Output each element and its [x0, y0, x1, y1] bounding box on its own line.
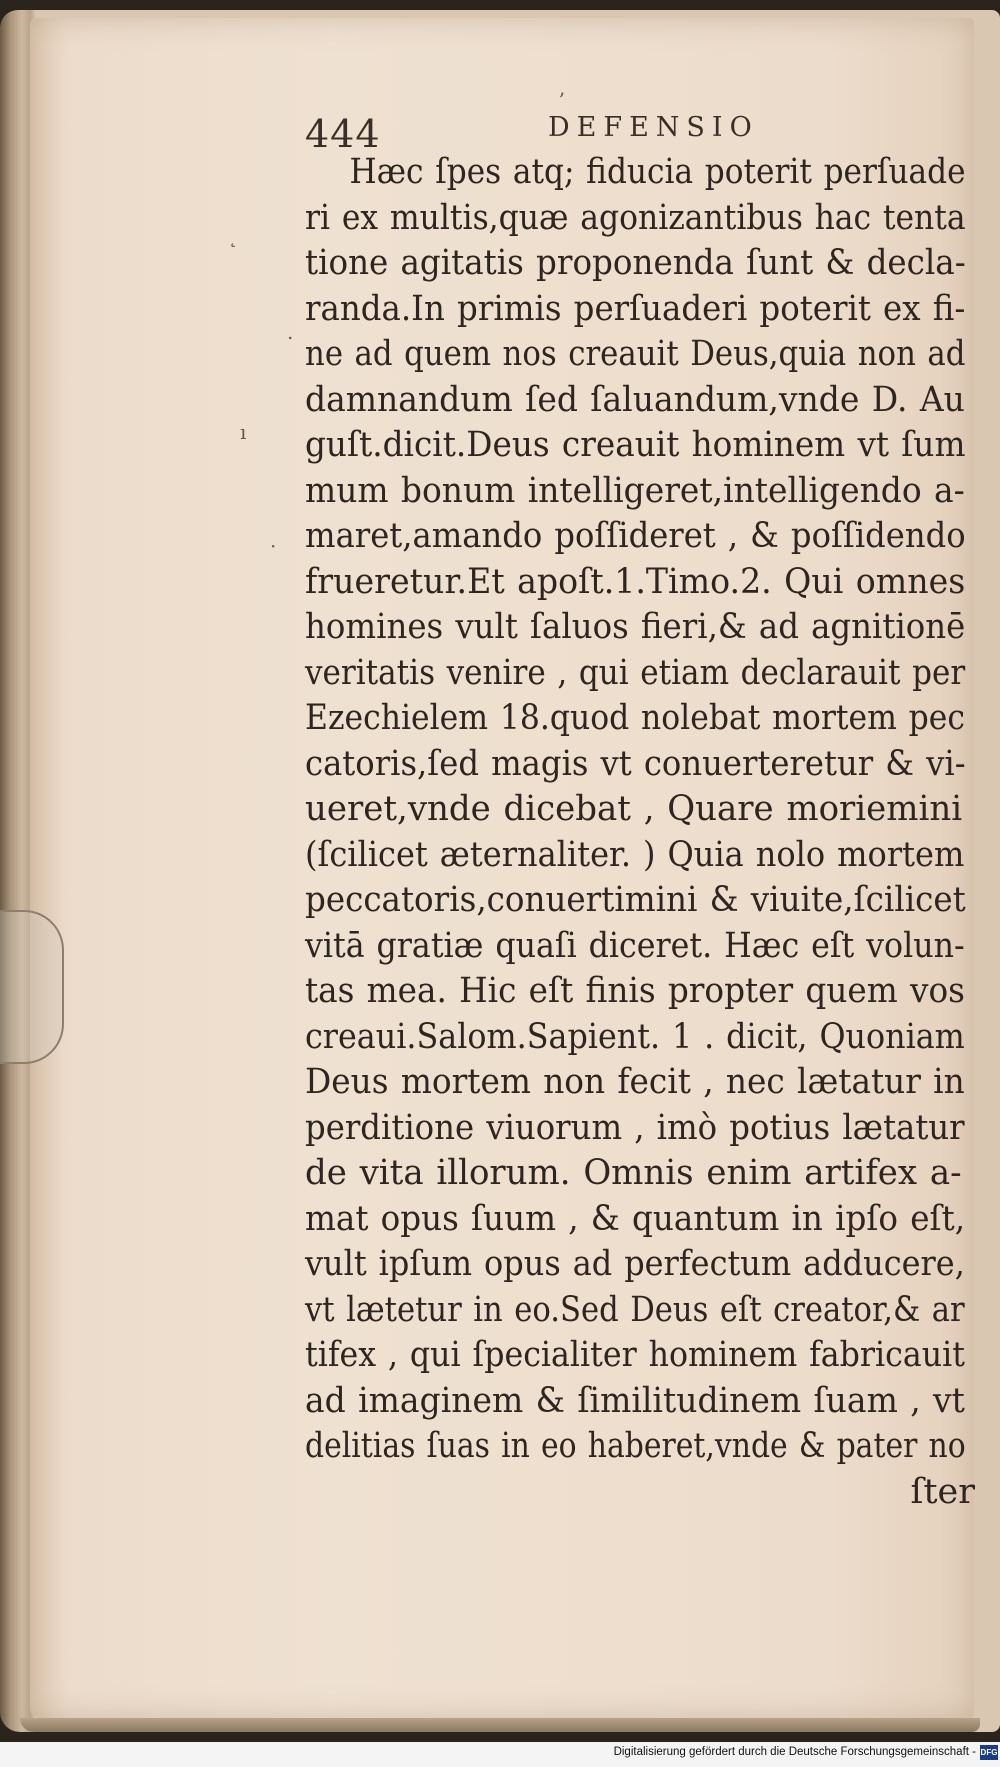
text-line: catoris,ſed magis vt conuerteretur & vi- — [305, 743, 966, 784]
text-line: Deus mortem non fecit , nec lætatur in — [305, 1062, 965, 1102]
ink-mark: ˛ — [228, 224, 238, 248]
dfg-logo: DFG — [980, 1745, 998, 1760]
funding-notice: Digitalisierung gefördert durch die Deutsche Forschungsgemeinschaft - — [613, 1746, 976, 1758]
text-line: de vita illorum. Omnis enim artifex a- — [305, 1153, 962, 1193]
running-head: DEFENSIO — [548, 112, 759, 143]
catchword: ſter — [910, 1471, 975, 1512]
text-line: damnandum ſed ſaluandum,vnde D. Au — [305, 379, 965, 420]
text-line: ne ad quem nos creauit Deus,quia non ad — [305, 334, 966, 374]
text-line: creaui.Salom.Sapient. 1 . dicit, Quoniam — [305, 1016, 965, 1057]
text-line: ri ex multis,quæ agonizantibus hac tenta — [305, 197, 966, 238]
text-line: perditione viuorum , imò potius lætatur — [305, 1107, 965, 1148]
text-line: Ezechielem 18.quod nolebat mortem pec — [305, 698, 966, 738]
text-line: ueret,vnde dicebat , Quare moriemini — [305, 789, 963, 829]
text-line: tifex , qui ſpecialiter hominem fabricauit — [305, 1335, 965, 1375]
page-clip — [0, 910, 64, 1064]
text-line: mat opus ſuum , & quantum in ipſo eſt, — [305, 1198, 966, 1239]
footer-bar — [0, 1742, 1000, 1767]
ink-mark: ı — [240, 420, 247, 444]
ink-mark: · — [270, 534, 277, 558]
text-line: vitā gratiæ quaſi diceret. Hæc eſt volun- — [305, 925, 965, 966]
text-line: veritatis venire , qui etiam declarauit per — [305, 652, 966, 693]
text-line: mum bonum intelligeret,intelligendo a- — [305, 470, 965, 511]
text-line: tas mea. Hic eſt finis propter quem vos — [305, 971, 965, 1011]
page-edge — [20, 1718, 980, 1732]
page-number: 444 — [305, 112, 381, 156]
text-line: delitias ſuas in eo haberet,vnde & pater no — [305, 1426, 966, 1466]
text-line: randa.In primis perſuaderi poterit ex fi- — [305, 288, 966, 329]
text-line: peccatoris,conuertimini & viuite,ſcilicet — [305, 880, 966, 920]
text-line: guſt.dicit.Deus creauit hominem vt ſum — [305, 425, 966, 465]
text-line: frueretur.Et apoſt.1.Timo.2. Qui omnes — [305, 561, 966, 602]
text-line: homines vult ſaluos fieri,& ad agnitionē — [305, 607, 966, 647]
ink-mark: . — [287, 320, 294, 344]
text-line: vult ipſum opus ad perfectum adducere, — [305, 1244, 965, 1284]
text-line: vt lætetur in eo.Sed Deus eſt creator,& ar — [305, 1289, 965, 1330]
text-line: Hæc ſpes atq; fiducia poterit perſuade — [349, 152, 966, 192]
ink-mark: ʼ — [558, 88, 565, 112]
body-text — [305, 150, 985, 1515]
text-line: maret,amando poſſideret , & poſſidendo — [305, 516, 966, 556]
text-line: tione agitatis proponenda ſunt & decla- — [305, 243, 966, 283]
text-line: ad imaginem & ſimilitudinem ſuam , vt — [305, 1380, 965, 1421]
text-line: (ſcilicet æternaliter. ) Quia nolo mortem — [305, 834, 965, 875]
